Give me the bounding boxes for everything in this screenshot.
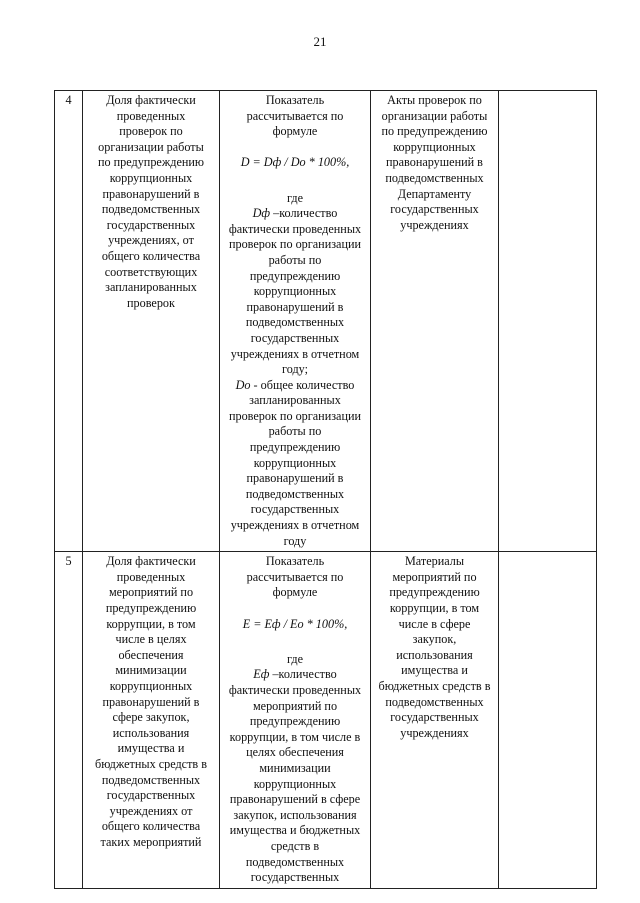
table-row [55, 91, 597, 552]
variable-symbol: Dф [252, 206, 271, 221]
text-line: учреждениях в отчетном [230, 346, 360, 361]
text-line: предупреждению [249, 714, 341, 729]
text-line: числе в сфере [398, 616, 471, 631]
text-line: целях обеспечения [246, 745, 344, 760]
text-line: предупреждению [249, 440, 341, 455]
text-line: учреждениях [400, 217, 469, 232]
variable-definition [223, 222, 367, 378]
text-line: числе в целях [115, 632, 187, 647]
text-line: Показатель [265, 93, 325, 107]
variable-symbol: Eф [253, 667, 270, 682]
text-line: Доля фактически [106, 554, 196, 569]
text-line: подведомственных [385, 170, 484, 185]
empty-cell [499, 91, 597, 552]
text-line: коррупционных [253, 455, 337, 470]
variable-definition-line [223, 206, 367, 222]
text-line: коррупционных [109, 678, 193, 693]
text-line: подведомственных [245, 315, 345, 330]
text-line: организации работы [381, 108, 488, 123]
text-line: имущества и [401, 663, 468, 678]
text-line: правонарушений в [246, 471, 344, 486]
text-line: предупреждению [249, 268, 341, 283]
text-line: использования [112, 725, 190, 740]
calc-intro [223, 554, 367, 601]
calculation-cell [220, 91, 371, 552]
text-line: проверок по организации [228, 237, 362, 252]
text-line: Департаменту [397, 186, 472, 201]
text-line: правонарушений в сфере [229, 792, 361, 807]
indicators-table [54, 90, 597, 889]
text-line: учреждениях, от [108, 233, 194, 248]
variable-definition [223, 683, 367, 886]
formula: D = Dф / Dо * 100%, [240, 155, 350, 170]
text-line: имущества и бюджетных [229, 823, 361, 838]
text-line: организации работы [98, 139, 204, 154]
row-number-cell [55, 552, 83, 888]
text-line: обеспечения [118, 647, 184, 662]
source-cell [371, 91, 499, 552]
variable-definition-line [223, 667, 367, 683]
text-line: Показатель [265, 554, 325, 569]
text-line: мероприятий по [252, 698, 338, 713]
text-line: государственных [106, 217, 196, 232]
variable-definition-start: –количество [270, 206, 338, 221]
text-line: подведомственных [245, 486, 345, 501]
text-line: мероприятий по [108, 585, 194, 600]
text-line: подведомственных [101, 772, 201, 787]
indicator-name-cell [83, 552, 220, 888]
empty-cell [499, 552, 597, 888]
text-line: соответствующих [104, 264, 198, 279]
text-line: работы по [268, 424, 322, 439]
text-line: проверок по [119, 124, 183, 139]
text-line: фактически проведенных [228, 682, 362, 697]
text-line: правонарушений в [246, 299, 344, 314]
text-line: бюджетных средств в [378, 678, 491, 693]
text-line: коррупционных [109, 170, 193, 185]
text-line: подведомственных [101, 202, 201, 217]
text-line: Акты проверок по [387, 93, 482, 107]
text-line: проверок по организации [228, 408, 362, 423]
text-line: рассчитывается по [246, 108, 344, 123]
text-line: проверок [127, 295, 175, 310]
text-line: Доля фактически [106, 93, 196, 107]
text-line: Материалы [404, 554, 465, 569]
text-line: формуле [272, 585, 318, 600]
text-line: коррупционных [253, 776, 337, 791]
text-line: году [283, 533, 307, 548]
text-line: по предупреждению [97, 155, 205, 170]
text-line: фактически проведенных [228, 221, 362, 236]
text-line: закупок, [412, 632, 457, 647]
text-line: проведенных [116, 108, 186, 123]
row-number: 4 [65, 93, 72, 107]
calc-intro [223, 93, 367, 140]
text-line: государственных [250, 330, 340, 345]
text-line: бюджетных средств в [95, 756, 207, 771]
where-label: где [286, 651, 303, 666]
text-line: предупреждению [105, 601, 197, 615]
text-line: коррупционных [393, 139, 476, 154]
text-line: формуле [272, 124, 318, 139]
source-cell [371, 552, 499, 888]
variable-definition [223, 393, 367, 549]
text-line: коррупции, в том [389, 601, 480, 615]
text-line: коррупционных [253, 284, 337, 299]
row-number: 5 [65, 554, 72, 569]
text-line: учреждениях [400, 725, 469, 740]
text-line: минимизации [259, 760, 331, 775]
text-line: общего количества [101, 819, 201, 834]
text-line: государственных [390, 202, 479, 217]
variable-symbol: Dо [235, 377, 251, 392]
text-line: минимизации [115, 663, 187, 678]
text-line: запланированных [105, 280, 197, 295]
text-line: проведенных [116, 569, 186, 584]
text-line: государственных [390, 710, 479, 725]
text-line: предупреждению [389, 585, 480, 600]
text-line: использования [396, 647, 473, 662]
text-line: учреждениях в отчетном [230, 518, 360, 533]
text-line: имущества и [117, 741, 185, 756]
text-line: сфере закупок, [112, 710, 190, 725]
text-line: таких мероприятий [100, 834, 202, 849]
text-line: правонарушений в [102, 186, 200, 201]
text-line: рассчитывается по [246, 569, 344, 584]
text-line: подведомственных [385, 694, 484, 709]
calculation-cell [220, 552, 371, 888]
indicator-name-cell [83, 91, 220, 552]
variable-definition-start: - общее количество [250, 377, 355, 392]
text-line: коррупции, в том числе в [229, 729, 361, 744]
text-line: работы по [268, 252, 322, 267]
where-label: где [286, 190, 303, 205]
text-line: закупок, использования [233, 807, 357, 822]
text-line: подведомственных [245, 854, 345, 869]
variable-definition-start: –количество [269, 667, 337, 682]
text-line: правонарушений в [386, 155, 483, 170]
row-number-cell [55, 91, 83, 552]
text-line: общего количества [101, 248, 201, 263]
text-line: запланированных [249, 393, 341, 408]
text-line: государственных [250, 870, 340, 885]
text-line: мероприятий по [392, 569, 477, 584]
page-number: 21 [313, 34, 327, 49]
text-line: году; [282, 362, 308, 377]
table-row [55, 552, 597, 888]
text-line: коррупции, в том [106, 616, 196, 631]
text-line: правонарушений в [102, 694, 200, 709]
variable-definition-line [223, 378, 367, 394]
text-line: государственных [250, 502, 340, 517]
text-line: учреждениях от [109, 803, 193, 818]
text-line: средств в [270, 838, 320, 853]
text-line: государственных [106, 788, 196, 803]
formula: E = Eф / Eо * 100%, [242, 616, 348, 631]
text-line: по предупреждению [381, 124, 488, 139]
